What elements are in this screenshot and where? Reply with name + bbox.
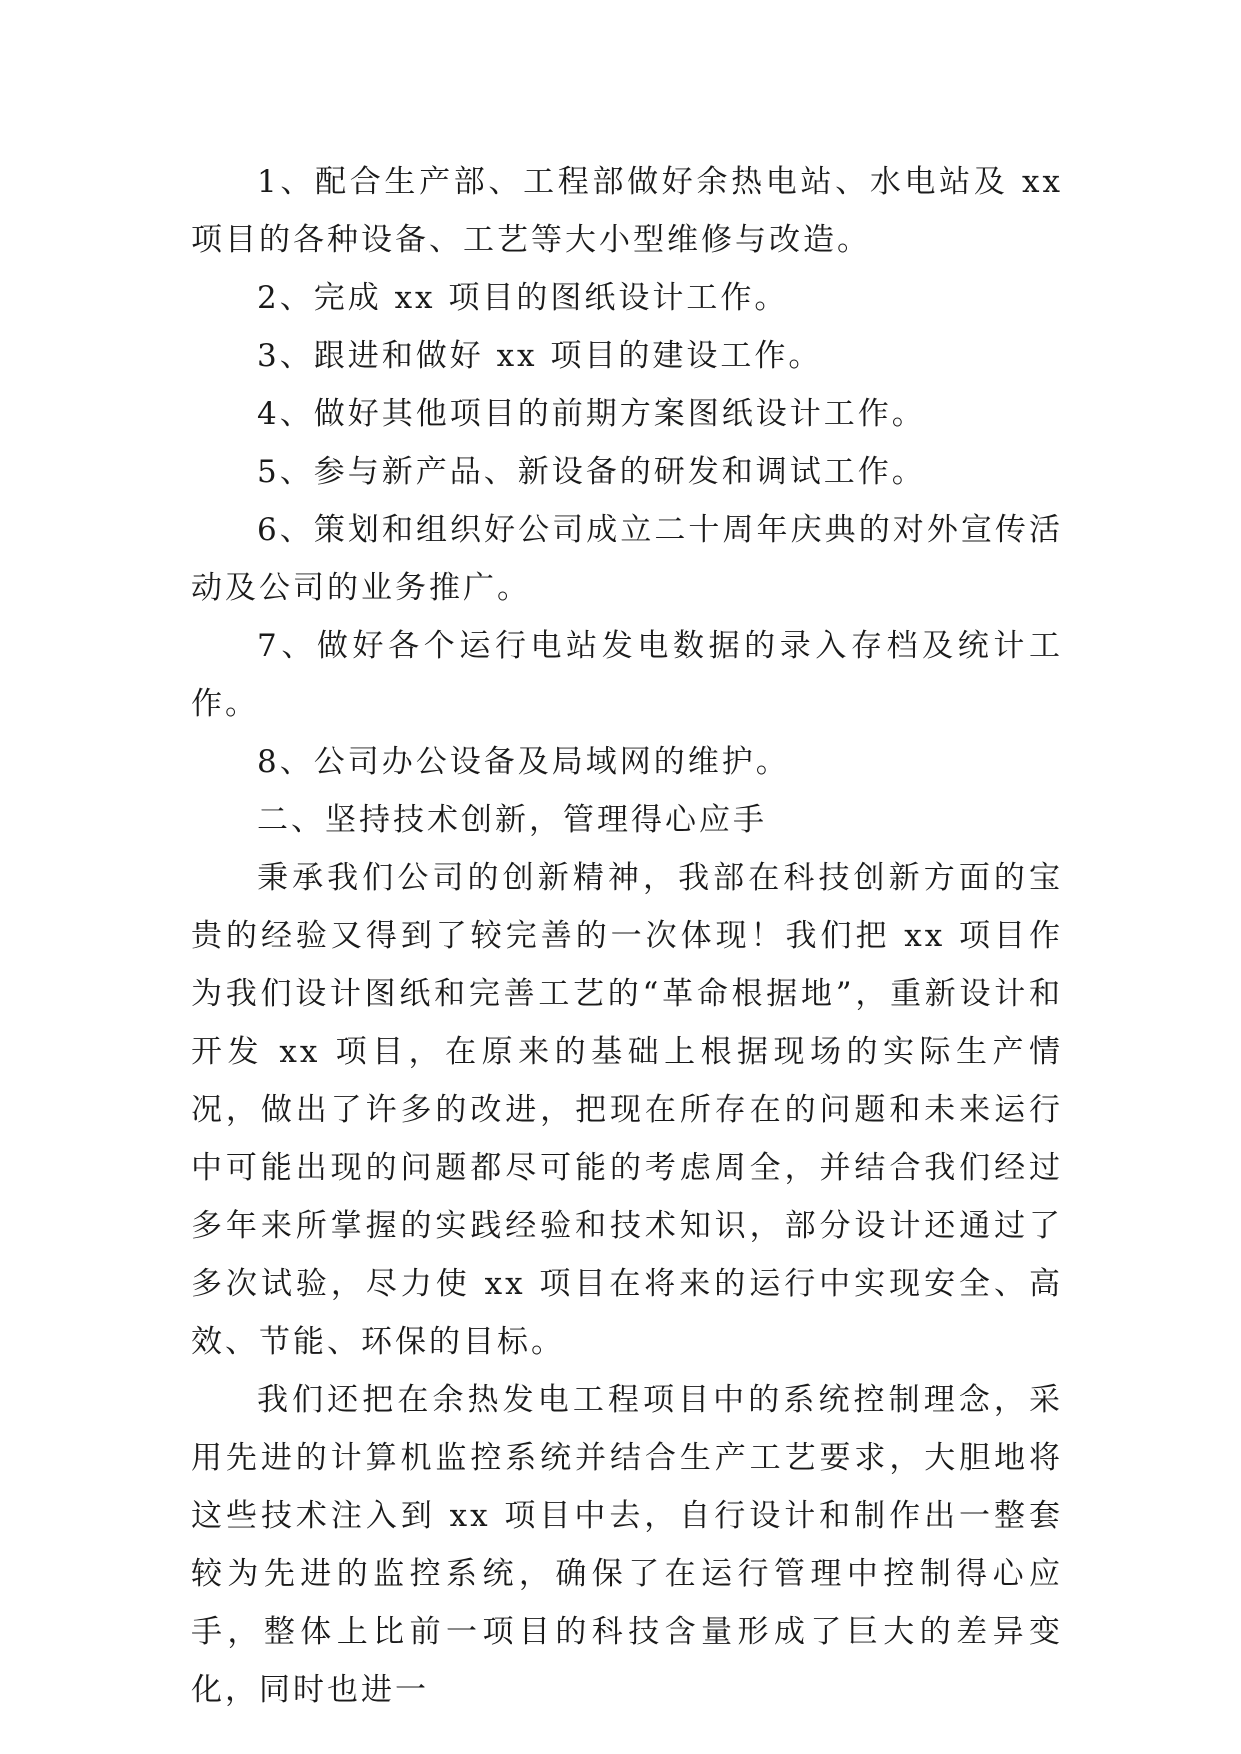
body-text (191, 153, 1063, 1719)
list-item-1: 1、配合生产部、工程部做好余热电站、水电站及 xx 项目的各种设备、工艺等大小型维修与改造。 (191, 164, 1063, 258)
list-item-5: 5、参与新产品、新设备的研发和调试工作。 (257, 454, 926, 490)
section-heading: 二、坚持技术创新，管理得心应手 (257, 802, 767, 838)
list-item-7: 7、做好各个运行电站发电数据的录入存档及统计工作。 (191, 628, 1063, 722)
list-item-8: 8、公司办公设备及局域网的维护。 (257, 744, 790, 780)
body-paragraph-1: 秉承我们公司的创新精神，我部在科技创新方面的宝贵的经验又得到了较完善的一次体现！我们把 xx 项目作为我们设计图纸和完善工艺的“革命根据地”，重新设计和开发 xx 项目，在原来的基础上根据现场的实际生产情况，做出了许多的改进，把现在所存在的问题和未来运行中可能出现的问题都尽可能的考虑周全，并结合我们经过多年来所掌握的实践经验和技术知识，部分设计还通过了多次试验，尽力使 xx 项目在将来的运行中实现安全、高效、节能、环保的目标。 (191, 860, 1063, 1360)
list-item-4: 4、做好其他项目的前期方案图纸设计工作。 (257, 396, 926, 432)
body-paragraph-2: 我们还把在余热发电工程项目中的系统控制理念，采用先进的计算机监控系统并结合生产工艺要求，大胆地将这些技术注入到 xx 项目中去，自行设计和制作出一整套较为先进的监控系统，确保了在运行管理中控制得心应手，整体上比前一项目的科技含量形成了巨大的差异变化，同时也进一 (191, 1382, 1063, 1708)
list-item-2: 2、完成 xx 项目的图纸设计工作。 (257, 280, 789, 316)
list-item-3: 3、跟进和做好 xx 项目的建设工作。 (257, 338, 823, 374)
list-item-6: 6、策划和组织好公司成立二十周年庆典的对外宣传活动及公司的业务推广。 (191, 512, 1063, 606)
